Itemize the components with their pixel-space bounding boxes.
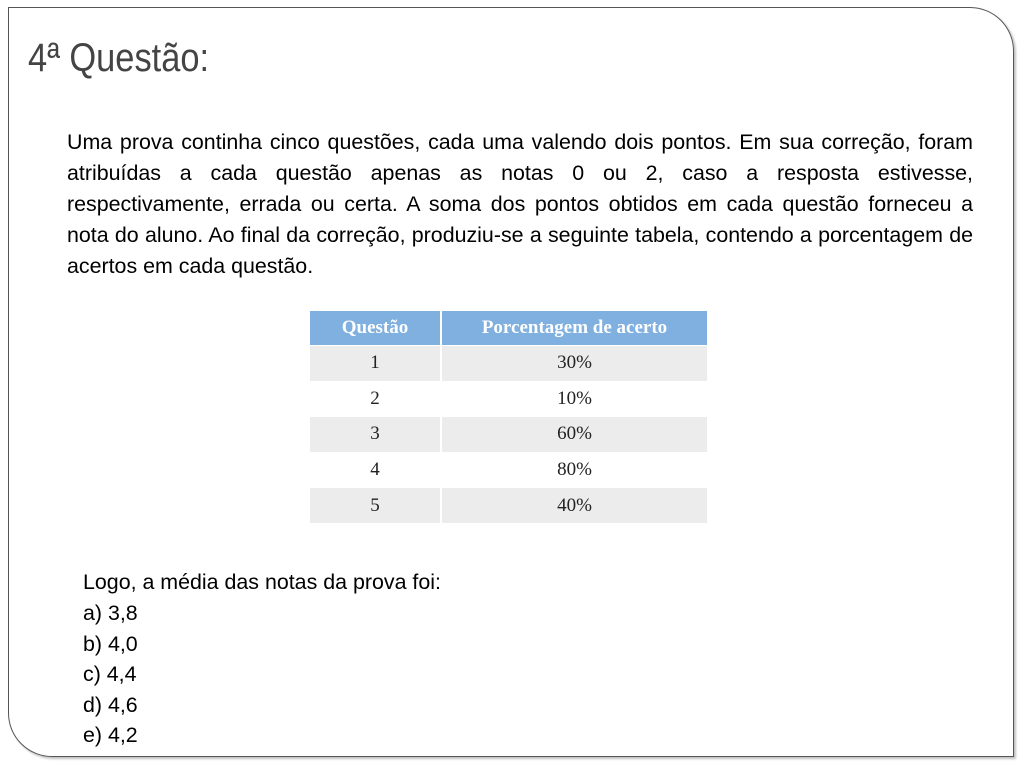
table-header-row <box>310 311 707 346</box>
cell-question: 4 <box>310 452 441 488</box>
option-e: e) 4,2 <box>83 723 138 748</box>
option-c: c) 4,4 <box>83 662 137 687</box>
problem-statement: Uma prova continha cinco questões, cada uma valendo dois pontos. Em sua correção, foram atribuídas a cada questão apenas as notas 0 ou 2, caso a resposta estivesse, respectivamente, errada ou certa. A soma dos pontos obtidos em cada questão forneceu a nota do aluno. Ao final da correção, produziu-se a seguinte tabela, contendo a porcentagem de acertos em cada questão. <box>67 130 973 278</box>
table-row <box>310 417 707 453</box>
cell-question: 5 <box>310 488 441 523</box>
table-row <box>310 488 707 523</box>
option-b: b) 4,0 <box>83 631 138 656</box>
header-percentage: Porcentagem de acerto <box>441 311 707 346</box>
table-row <box>310 346 707 382</box>
cell-percentage: 60% <box>441 417 707 453</box>
cell-percentage: 10% <box>441 381 707 417</box>
option-a: a) 3,8 <box>83 601 138 625</box>
table-row <box>310 452 707 488</box>
header-question: Questão <box>310 311 441 346</box>
answer-options <box>83 598 138 751</box>
question-prompt: Logo, a média das notas da prova foi: <box>83 570 441 594</box>
option-d: d) 4,6 <box>83 692 138 717</box>
cell-percentage: 30% <box>441 346 707 382</box>
cell-question: 3 <box>310 417 441 453</box>
table-row <box>310 381 707 417</box>
cell-question: 1 <box>310 346 441 382</box>
cell-question: 2 <box>310 381 441 417</box>
cell-percentage: 40% <box>441 488 707 523</box>
cell-percentage: 80% <box>441 452 707 488</box>
slide-title: 4ª Questão: <box>28 36 210 80</box>
accuracy-table <box>310 311 707 523</box>
